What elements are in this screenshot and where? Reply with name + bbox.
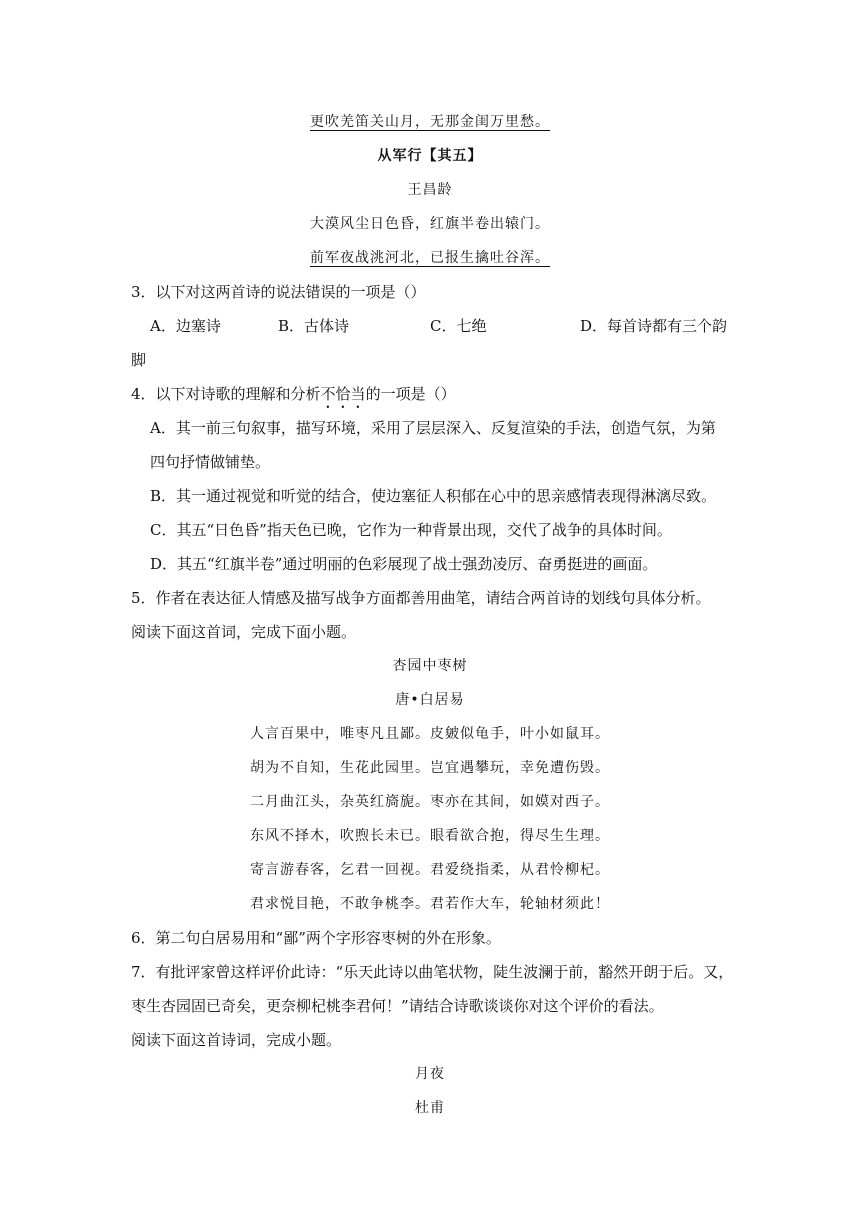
option-c: C．其五“日色昏”指天色已晚，它作为一种背景出现，交代了战争的具体时间。 [150,521,672,539]
poem-author: 杜甫 [415,1100,445,1116]
poem-author: 王昌龄 [407,182,453,198]
poem-line: 胡为不自知，生花此园里。岂宜遇攀玩，幸免遭伤毁。 [250,760,610,776]
option-a-wrap: 四句抒情做铺垫。 [150,453,271,471]
poem-line: 东风不择木，吹煦长未已。眼看欲合抱，得尽生生理。 [250,828,610,844]
poem-line: 寄言游春客，乞君一回视。君爱绕指柔，从君怜柳杞。 [250,862,610,878]
emphasis-text: 不恰当 [320,385,366,403]
question-5: 5．作者在表达征人情感及描写战争方面都善用曲笔，请结合两首诗的划线句具体分析。 [131,589,711,607]
option-a: A．边塞诗 [150,317,221,335]
question-6: 6．第二句白居易用和“鄙”两个字形容枣树的外在形象。 [131,929,501,947]
poem-title: 从军行【其五】 [377,148,483,164]
option-d: D．其五“红旗半卷”通过明丽的色彩展现了战士强劲凌厉、奋勇挺进的画面。 [150,555,658,573]
poem-line: 更吹羌笛关山月，无那金闺万里愁。 [310,114,550,130]
poem-line: 二月曲江头，杂英红旖旎。枣亦在其间，如嫫对西子。 [250,794,610,810]
reading-instruction: 阅读下面这首诗词，完成小题。 [131,1031,342,1049]
option-b: B．其一通过视觉和听觉的结合，使边塞征人积郁在心中的思亲感情表现得淋漓尽致。 [150,487,717,505]
poem-line: 君求悦目艳，不敢争桃李。君若作大车，轮轴材须此！ [250,896,610,912]
poem-author: 唐•白居易 [395,692,465,708]
question-7: 7．有批评家曾这样评价此诗：“乐天此诗以曲笔状物，陡生波澜于前，豁然开朗于后。又， [131,963,734,981]
question-7-wrap: 枣生杏园固已奇矣，更奈柳杞桃李君何！”请结合诗歌谈谈你对这个评价的看法。 [131,997,664,1015]
option-d: D．每首诗都有三个韵 [580,317,728,335]
poem-line: 人言百果中，唯枣凡且鄙。皮皴似龟手，叶小如鼠耳。 [250,726,610,742]
option-d-wrap: 脚 [131,351,147,369]
option-b: B．古体诗 [278,317,350,335]
option-a: A．其一前三句叙事，描写环境，采用了层层深入、反复渲染的手法，创造气氛，为第 [150,419,716,437]
question-4-stem: 4．以下对诗歌的理解和分析不恰当的一项是（） [131,385,456,403]
poem-title: 杏园中枣树 [392,658,468,674]
poem-title: 月夜 [415,1066,445,1082]
option-c: C．七绝 [430,317,487,335]
poem-line: 大漠风尘日色昏，红旗半卷出辕门。 [310,216,550,232]
reading-instruction: 阅读下面这首词，完成下面小题。 [131,623,357,641]
question-3-stem: 3．以下对这两首诗的说法错误的一项是（） [131,283,426,301]
poem-line: 前军夜战洮河北，已报生擒吐谷浑。 [310,250,550,266]
